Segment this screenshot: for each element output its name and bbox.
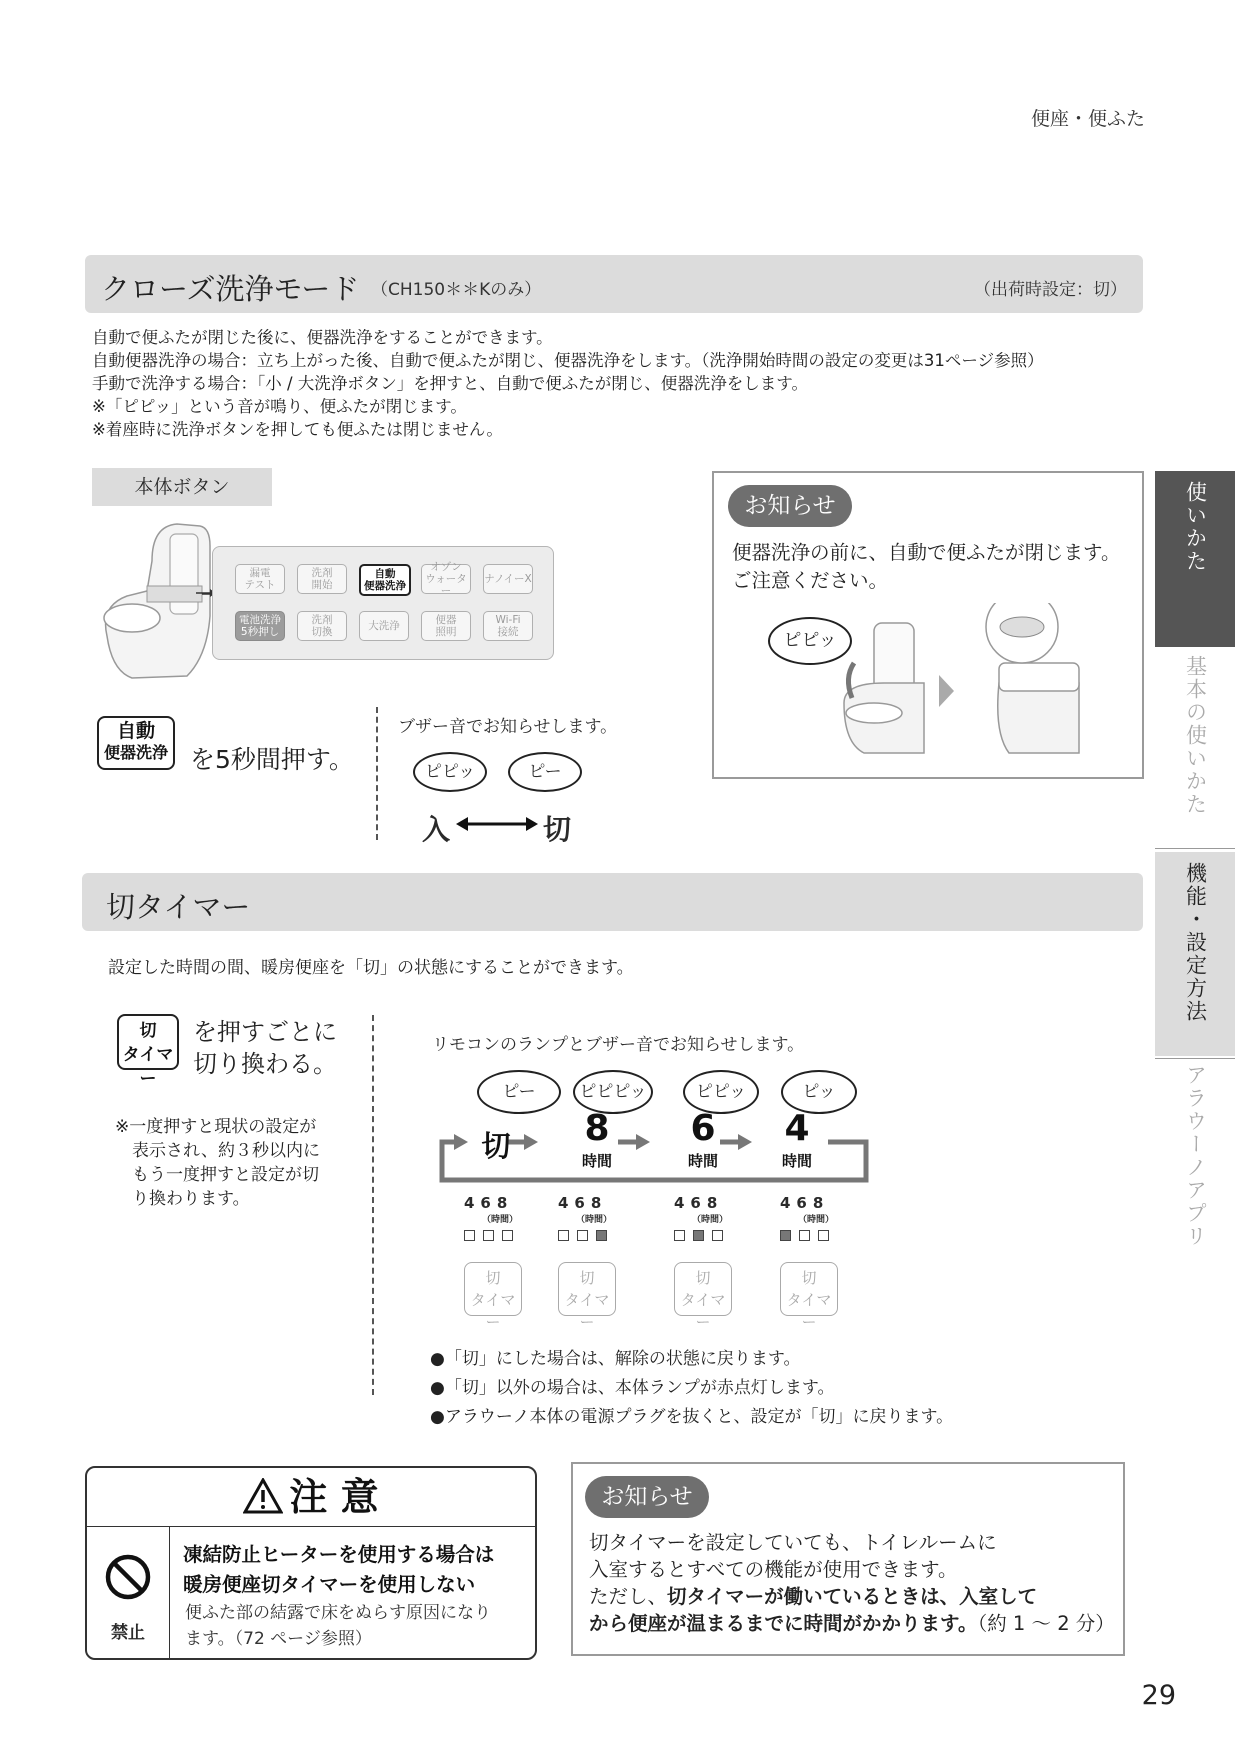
sound-off-bubble: ピー [508, 752, 582, 792]
prohibited-icon [105, 1554, 151, 1600]
lamp-indicator: 468 （時間） [674, 1194, 731, 1244]
off-timer-press-text: を押すごとに 切り換わる。 [193, 1018, 337, 1078]
off-timer-description: 設定した時間の間、暖房便座を「切」の状態にすることができます。 [108, 958, 634, 978]
timer-step-unit: 時間 [581, 1152, 612, 1170]
side-tab-functions-settings[interactable]: 機能・設定方法 [1155, 852, 1235, 1056]
side-tab-arauno-app[interactable]: アラウーノアプリ [1183, 1064, 1208, 1248]
notice-sound-bubble: ピピッ [768, 617, 852, 665]
lamp-indicator: 468 （時間） [780, 1194, 837, 1244]
ban-label: 禁止 [111, 1623, 145, 1643]
side-tab-basic-usage[interactable]: 基本の使いかた [1183, 655, 1208, 816]
panel-button: 便器 照明 [421, 611, 471, 641]
off-timer-key-ghost: 切 タイマー [558, 1262, 616, 1316]
state-on: 入 [422, 813, 451, 846]
double-arrow-icon [456, 816, 538, 832]
notice-text: 便器洗浄の前に、自動で便ふたが閉じます。 ご注意ください。 [732, 541, 1121, 592]
off-timer-key-ghost: 切 タイマー [464, 1262, 522, 1316]
panel-button: Wi-Fi 接続 [483, 611, 533, 641]
off-timer-title: 切タイマー [106, 890, 251, 924]
control-panel [212, 546, 554, 660]
caution-icon-cell [87, 1526, 170, 1658]
remocon-text: リモコンのランプとブザー音でお知らせします。 [432, 1035, 805, 1055]
notice-label: お知らせ [585, 1476, 709, 1518]
timer-sound-bubble: ピッ [781, 1070, 857, 1114]
off-timer-key: 切 タイマー [117, 1014, 179, 1070]
panel-button: ナノイーX [483, 564, 533, 594]
close-wash-title: クローズ洗浄モード [101, 272, 360, 306]
sound-on-bubble: ピピッ [413, 752, 487, 792]
state-off: 切 [543, 813, 572, 846]
caution-box [85, 1466, 537, 1660]
section-header: 便座・便ふた [1030, 108, 1145, 130]
timer-step-value: 8 [584, 1108, 610, 1149]
lamp-indicator: 468 （時間） [558, 1194, 615, 1244]
press-instruction: を5秒間押す。 [190, 745, 354, 774]
off-timer-note: ※一度押すと現状の設定が 表示され、約３秒以内に もう一度押すと設定が切 り換わります。 [115, 1117, 321, 1209]
timer-step-unit: 時間 [781, 1152, 812, 1170]
panel-button: 電池洗浄 5秒押し [235, 611, 285, 641]
warning-icon [243, 1478, 283, 1514]
off-timer-section-bar [82, 873, 1143, 931]
panel-button: 洗剤 開始 [297, 564, 347, 594]
caution-sub: 便ふた部の結露で床をぬらす原因になり ます。（72 ページ参照） [185, 1603, 491, 1649]
caution-header: 注 意 [87, 1468, 535, 1527]
timer-step-unit: 時間 [687, 1152, 718, 1170]
model-note: （CH150＊＊Kのみ） [371, 280, 542, 300]
notice-label: お知らせ [728, 485, 852, 527]
divider [376, 707, 378, 840]
timer-sound-bubble: ピー [477, 1070, 561, 1114]
body-button-label: 本体ボタン [92, 468, 272, 506]
buzzer-text: ブザー音でお知らせします。 [398, 717, 618, 737]
side-tab-usage[interactable]: 使いかた [1155, 471, 1235, 647]
timer-sound-bubble: ピピッ [683, 1070, 759, 1114]
divider [1155, 848, 1235, 849]
auto-wash-key: 自動 便器洗浄 [97, 716, 175, 770]
panel-button: オゾン ウォーター [421, 564, 471, 594]
panel-button: 洗剤 切換 [297, 611, 347, 641]
lamp-indicator: 468 （時間） [464, 1194, 521, 1244]
off-timer-key-ghost: 切 タイマー [780, 1262, 838, 1316]
auto-wash-panel-button: 自動 便器洗浄 [359, 564, 411, 596]
notice-text: 切タイマーを設定していても、トイレルームに 入室するとすべての機能が使用できます。 ただし、切タイマーが働いているときは、入室して から便座が温まるまでに時間がかかります。（約 1 〜 2 分） [589, 1531, 1115, 1635]
close-wash-description: 自動で便ふたが閉じた後に、便器洗浄をすることができます。 自動便器洗浄の場合：立ち上がった後、自動で便ふたが閉じ、便器洗浄をします。（洗浄開始時間の設定の変更は31ページ参照） 手動で洗浄する場合：「小 / 大洗浄ボタン」を押すと、自動で便ふたが閉じ、便器洗浄をします。 ※「ピピッ」という音が鳴り、便ふたが閉じます。 ※着座時に洗浄ボタンを押しても便ふたは閉じません。 [92, 328, 1044, 439]
timer-step-off: 切 [481, 1129, 511, 1163]
divider [372, 1015, 374, 1395]
page-number: 29 [1141, 1680, 1176, 1711]
notice-box-close-wash [712, 471, 1144, 779]
toilet-lid-closing-illustration [824, 603, 1124, 763]
panel-button: 大洗浄 [359, 611, 409, 641]
timer-step-value: 4 [784, 1108, 810, 1149]
divider [1155, 1058, 1235, 1059]
default-setting: （出荷時設定：切） [974, 280, 1127, 300]
close-wash-section-bar [85, 255, 1143, 313]
notice-box-off-timer [571, 1462, 1125, 1656]
timer-step-value: 6 [690, 1108, 716, 1149]
caution-main: 凍結防止ヒーターを使用する場合は 暖房便座切タイマーを使用しない [183, 1543, 495, 1596]
timer-sound-bubble: ピピピッ [573, 1070, 653, 1114]
off-timer-key-ghost: 切 タイマー [674, 1262, 732, 1316]
off-timer-bullets: ●「切」にした場合は、解除の状態に戻ります。 ●「切」以外の場合は、本体ランプが赤点灯します。 ●アラウーノ本体の電源プラグを抜くと、設定が「切」に戻ります。 [430, 1349, 954, 1427]
panel-button: 漏電 テスト [235, 564, 285, 594]
